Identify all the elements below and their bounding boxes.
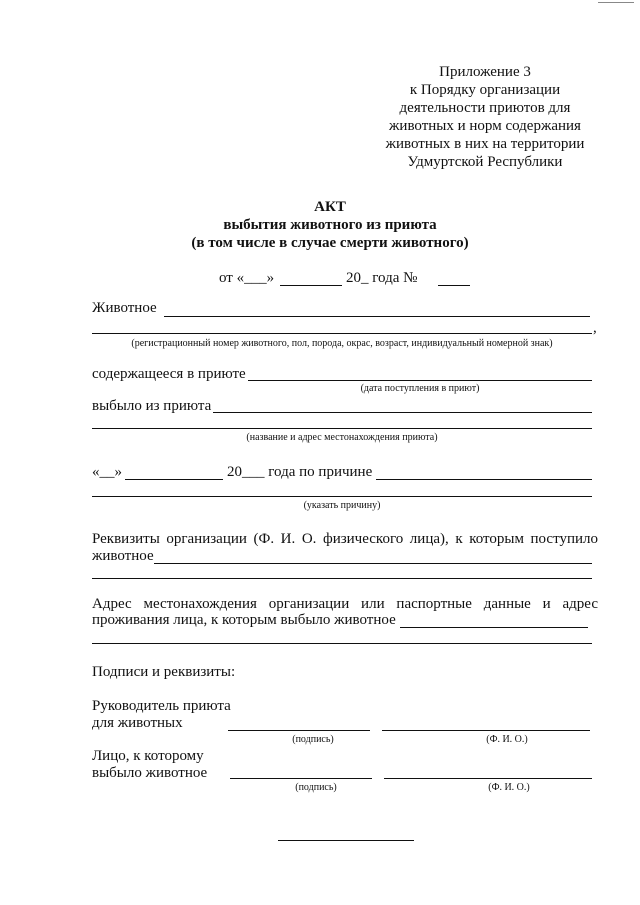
head-name-caption: (Ф. И. О.) — [486, 734, 528, 745]
address-text-line2: проживания лица, к которым выбыло животное — [92, 612, 396, 628]
receiver-signature-field[interactable] — [230, 778, 372, 779]
kept-label: содержащееся в приюте — [92, 366, 246, 382]
document-title — [140, 198, 520, 252]
admission-date-field[interactable] — [248, 380, 592, 381]
left-label: выбыло из приюта — [92, 398, 212, 414]
closing-separator-line — [278, 840, 414, 841]
recipient-text-line1: Реквизиты организации (Ф. И. О. физического лица), к которым поступило — [92, 531, 598, 547]
address-text-line1: Адрес местонахождения организации или паспортные данные и адрес — [92, 596, 598, 612]
appendix-line: животных и норм содержания — [389, 118, 581, 134]
receiver-signature-caption: (подпись) — [295, 782, 337, 793]
title-act: АКТ — [314, 199, 346, 215]
address-field-continued[interactable] — [92, 643, 592, 644]
page-corner-mark — [598, 2, 634, 3]
head-signature-field[interactable] — [228, 730, 370, 731]
shelter-head-line1: Руководитель приюта — [92, 698, 231, 714]
appendix-line: к Порядку организации — [409, 82, 561, 98]
shelter-caption: (название и адрес местонахождения приюта) — [246, 432, 438, 443]
appendix-header — [380, 63, 590, 171]
date-from-label: от «___» — [219, 270, 275, 286]
appendix-line: животных в них на территории — [385, 136, 585, 152]
reason-day-label: «__» — [92, 464, 122, 480]
animal-field[interactable] — [164, 316, 590, 317]
receiver-line1: Лицо, к которому — [92, 748, 204, 764]
animal-label: Животное — [92, 300, 157, 316]
receiver-name-field[interactable] — [384, 778, 592, 779]
address-field[interactable] — [400, 627, 588, 628]
receiver-line2: выбыло животное — [92, 765, 208, 781]
admission-date-caption: (дата поступления в приют) — [360, 383, 480, 394]
act-number-field[interactable] — [438, 285, 470, 286]
reason-caption: (указать причину) — [303, 500, 381, 511]
shelter-head-line2: для животных — [92, 715, 183, 731]
reason-month-field[interactable] — [125, 479, 223, 480]
title-note: (в том числе в случае смерти животного) — [191, 235, 469, 251]
date-year-label: 20_ года № — [346, 270, 418, 286]
recipient-text-line2: животное — [92, 548, 154, 564]
shelter-field-continued[interactable] — [92, 428, 592, 429]
appendix-line: Удмуртской Республики — [407, 154, 563, 170]
head-name-field[interactable] — [382, 730, 590, 731]
reason-year-label: 20___ года по причине — [227, 464, 373, 480]
animal-comma: , — [593, 320, 597, 336]
animal-field-continued[interactable] — [92, 333, 592, 334]
receiver-name-caption: (Ф. И. О.) — [488, 782, 530, 793]
recipient-field-continued[interactable] — [92, 578, 592, 579]
appendix-line: Приложение 3 — [439, 64, 531, 80]
appendix-line: деятельности приютов для — [399, 100, 571, 116]
date-month-field[interactable] — [280, 285, 342, 286]
head-signature-caption: (подпись) — [292, 734, 334, 745]
animal-caption: (регистрационный номер животного, пол, порода, окрас, возраст, индивидуальный номерной знак) — [131, 338, 553, 349]
title-subject: выбытия животного из приюта — [223, 217, 437, 233]
reason-field[interactable] — [376, 479, 592, 480]
recipient-field[interactable] — [154, 563, 592, 564]
signatures-heading: Подписи и реквизиты: — [92, 664, 236, 680]
reason-field-continued[interactable] — [92, 496, 592, 497]
shelter-field[interactable] — [213, 412, 592, 413]
